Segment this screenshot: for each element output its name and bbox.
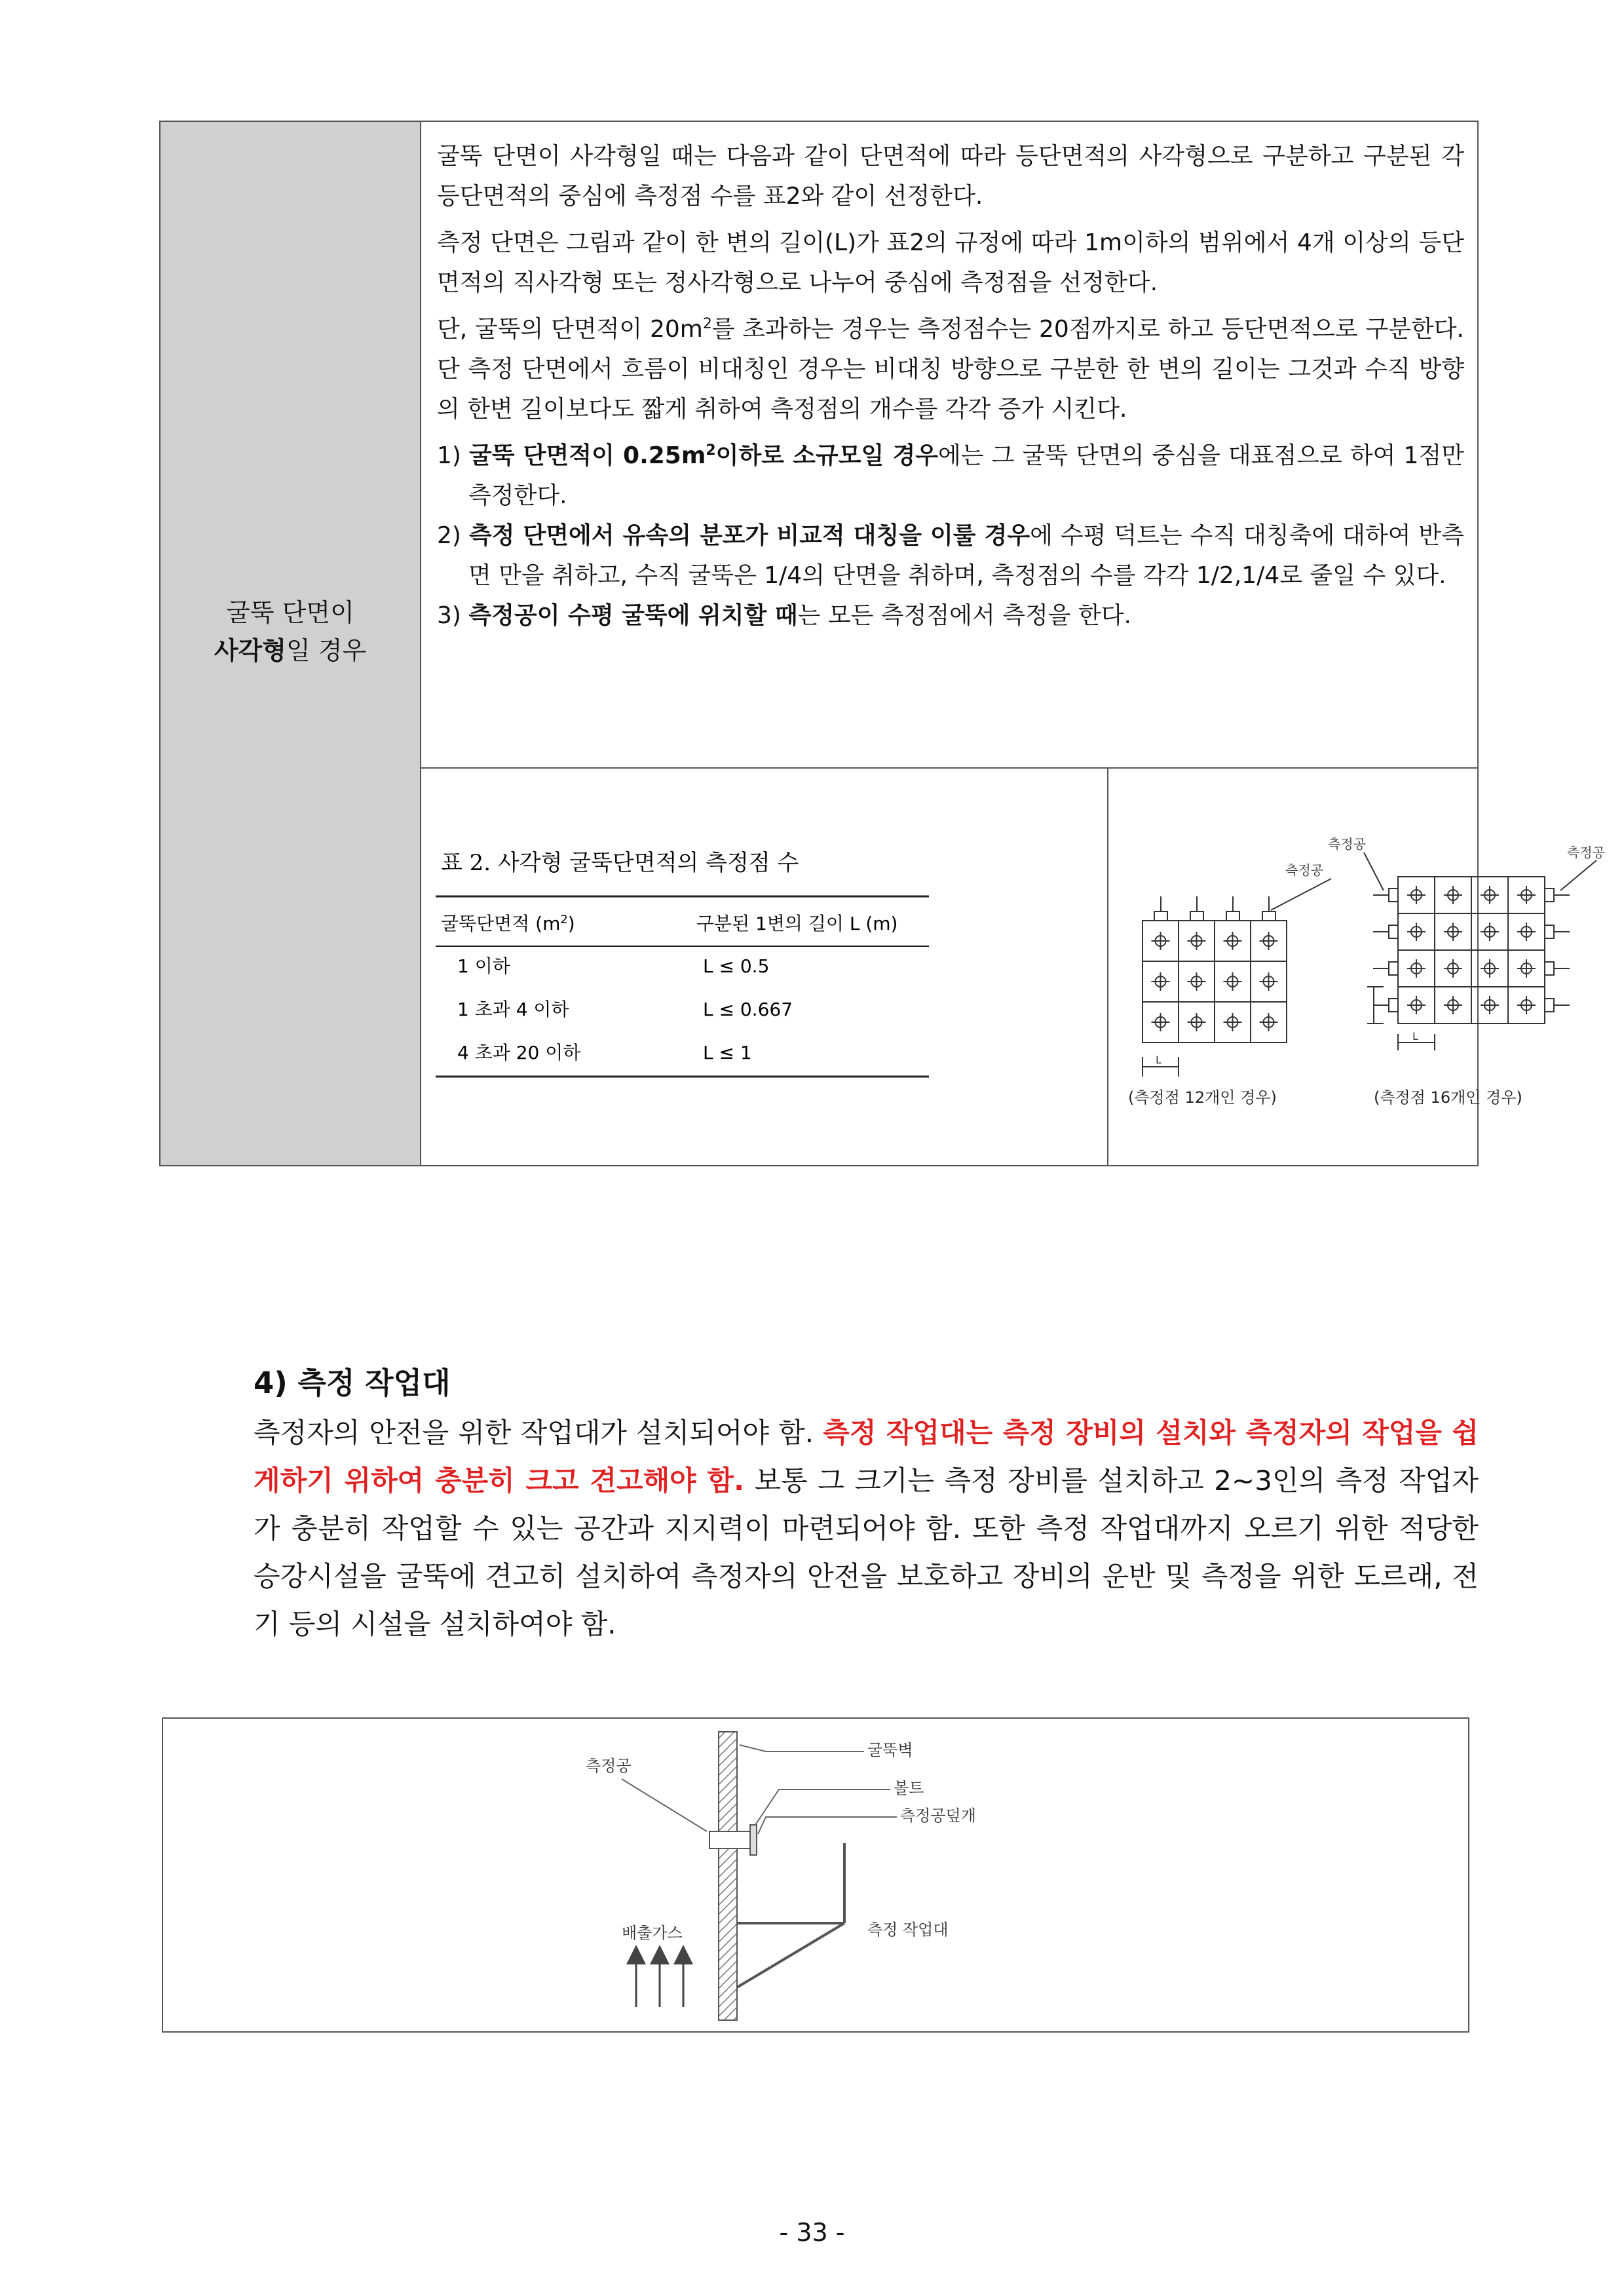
table2-col2: 구분된 1변의 길이 L (m) [696,913,898,934]
port-label-2: 측정공 [1285,862,1323,878]
table2-row1-len: L ≤ 0.5 [703,955,770,977]
grid12-crosshair [1188,932,1206,950]
gas-flow-arrows [636,1955,683,2007]
paragraph-1: 굴뚝 단면이 사각형일 때는 다음과 같이 단면적에 따라 등단면적의 사각형으로 구분하고 구분된 각 등단면적의 중심에 측정점 수를 표2와 같이 선정한다. [437,143,1464,210]
grid-figure-cell [1108,769,1624,1166]
grid12-crosshair [1224,932,1242,950]
grid12-ports [1154,896,1275,921]
grid16-crosshair [1517,959,1536,978]
section-paragraph [254,1409,1479,1648]
platform-brace [737,1923,844,1987]
grid12-crosshair [1260,932,1278,950]
platform-figure [163,1719,1468,2031]
list-item-2 [437,516,1464,596]
label-port: 측정공 [586,1757,632,1775]
port-label-3: 측정공 [1567,845,1605,860]
grid12-crosshair [1224,1013,1242,1031]
grid16-crosshair [1407,923,1426,941]
grid16-crosshair [1444,996,1462,1014]
grid16-l-label: L [1412,1030,1418,1043]
grid16-crosshair [1481,959,1499,978]
table2-row3-area: 4 초과 20 이하 [457,1042,581,1063]
caption-12-points: (측정점 12개인 경우) [1128,1088,1277,1107]
p3-superscript: 2 [702,316,712,332]
row-header-rest: 일 경우 [286,636,367,665]
port-pipe [709,1831,750,1848]
para-text-b: 보통 그 크기는 측정 장비를 설치하고 2~3인의 측정 작업자가 충분히 작업할 수 있는 공간과 지지력이 마련되어야 함. 또한 측정 작업대까지 오르기 위한 적당한 승강시설을 굴뚝에 견고히 설치하여 측정자의 안전을 보호하고 장비의 운반 및 측정을 위한 도르래, 전기 등의 시설을 설치하여야 함. [254,1464,1479,1640]
para-emphasis: 측정 작업대는 측정 장비의 설치와 측정자의 작업을 쉽게하기 위하여 충분히 크고 견고해야 함. [254,1417,1479,1497]
row-header-cell [161,122,421,1165]
table2-row1-area: 1 이하 [457,955,510,977]
label-platform: 측정 작업대 [867,1921,949,1939]
grid12-crosshair [1152,932,1170,950]
caption-16-points: (측정점 16개인 경우) [1374,1088,1522,1107]
item3-rest: 는 모든 측정점에서 측정을 한다. [797,602,1131,629]
table2-graphic [421,769,1107,1165]
grid12-crosshair [1260,972,1278,991]
row-header-line2 [161,632,420,670]
item1-superscript: 2 [706,442,716,459]
label-exhaust-gas: 배출가스 [622,1924,683,1942]
grid12-crosshair [1224,972,1242,991]
grid12-l-label: L [1156,1054,1161,1066]
list-item-3 [437,596,1464,636]
grid16-crosshair [1481,996,1499,1014]
item3-number: 3) [437,602,469,629]
grid16-crosshair [1407,996,1426,1014]
item1-bold-b: 이하로 소규모일 경우 [715,442,938,469]
row-header-bold: 사각형 [214,636,286,665]
item2-rest: 에 수평 덕트는 수직 대칭축에 대하여 반측면 만을 취하고, 수직 굴뚝은 1/4의 단면을 취하며, 측정점의 수를 각각 1/2,1/4로 줄일 수 있다. [468,522,1464,589]
grid12-crosshair [1260,1013,1278,1031]
description-cell [421,122,1479,769]
grid16-crosshair [1517,996,1536,1014]
grid16-crosshair [1517,886,1536,904]
grid16-crosshair [1444,886,1462,904]
grid16-crosshair [1444,923,1462,941]
platform-figure-box [162,1717,1469,2033]
table2-cell [421,769,1108,1166]
table2-title: 표 2. 사각형 굴뚝단면적의 측정점 수 [441,850,799,876]
label-wall: 굴뚝벽 [867,1741,913,1759]
grid12-crosshair [1188,1013,1206,1031]
label-cover: 측정공덮개 [900,1807,976,1825]
table2-row3-len: L ≤ 1 [703,1042,752,1063]
row-header-label [161,594,420,670]
table2-col1: 굴뚝단면적 $(m^2)$ [441,913,575,934]
item1-rest: 에는 그 굴뚝 단면의 중심을 대표점으로 하여 1점만 측정한다. [468,442,1464,509]
para-text-a: 측정자의 안전을 위한 작업대가 설치되어야 함. [254,1417,823,1449]
grid12-crosshair [1152,972,1170,991]
table2-row2-len: L ≤ 0.667 [703,999,793,1020]
grid16-crosshair [1481,886,1499,904]
list-item-1 [437,436,1464,516]
section-heading: 4) 측정 작업대 [254,1366,451,1400]
item2-bold: 측정 단면에서 유속의 분포가 비교적 대칭을 이룰 경우 [468,522,1030,549]
p3-part-a: 단, 굴뚝의 단면적이 20m [437,316,703,343]
item2-number: 2) [437,522,469,549]
paragraph-2: 측정 단면은 그림과 같이 한 변의 길이(L)가 표2의 규정에 따라 1m이하의 범위에서 4개 이상의 등단면적의 직사각형 또는 정사각형으로 나누어 중심에 측정점을 선정한다. [437,229,1464,296]
paragraph-3 [437,309,1464,429]
grid16-crosshair [1444,959,1462,978]
table2-row2-area: 1 초과 4 이하 [457,999,569,1020]
port-cover [750,1825,757,1855]
grid16-crosshair [1481,923,1499,941]
grid12-crosshair [1152,1013,1170,1031]
p3-part-b: 를 초과하는 경우는 측정점수는 20점까지로 하고 등단면적으로 구분한다. 단 측정 단면에서 흐름이 비대칭인 경우는 비대칭 방향으로 구분한 한 변의 길이는 그것과 수직 방향의 한변 길이보다도 짧게 취하여 측정점의 개수를 각각 증가 시킨다. [437,316,1464,423]
grid12-crosshair [1188,972,1206,991]
item1-number: 1) [437,442,470,469]
page-number: - 33 - [779,2218,845,2247]
item1-bold-a: 굴뚝 단면적이 0.25m [469,442,706,469]
item3-bold: 측정공이 수평 굴뚝에 위치할 때 [468,602,798,629]
measurement-table [159,121,1605,1166]
chimney-wall [719,1732,737,2020]
grid16-crosshair [1407,886,1426,904]
port-label-1: 측정공 [1328,836,1366,852]
row-header-line1: 굴뚝 단면이 [226,598,354,627]
grid16-crosshair [1407,959,1426,978]
grid-figure [1108,769,1624,1165]
label-bolt: 볼트 [894,1779,924,1797]
grid16-crosshair [1517,923,1536,941]
